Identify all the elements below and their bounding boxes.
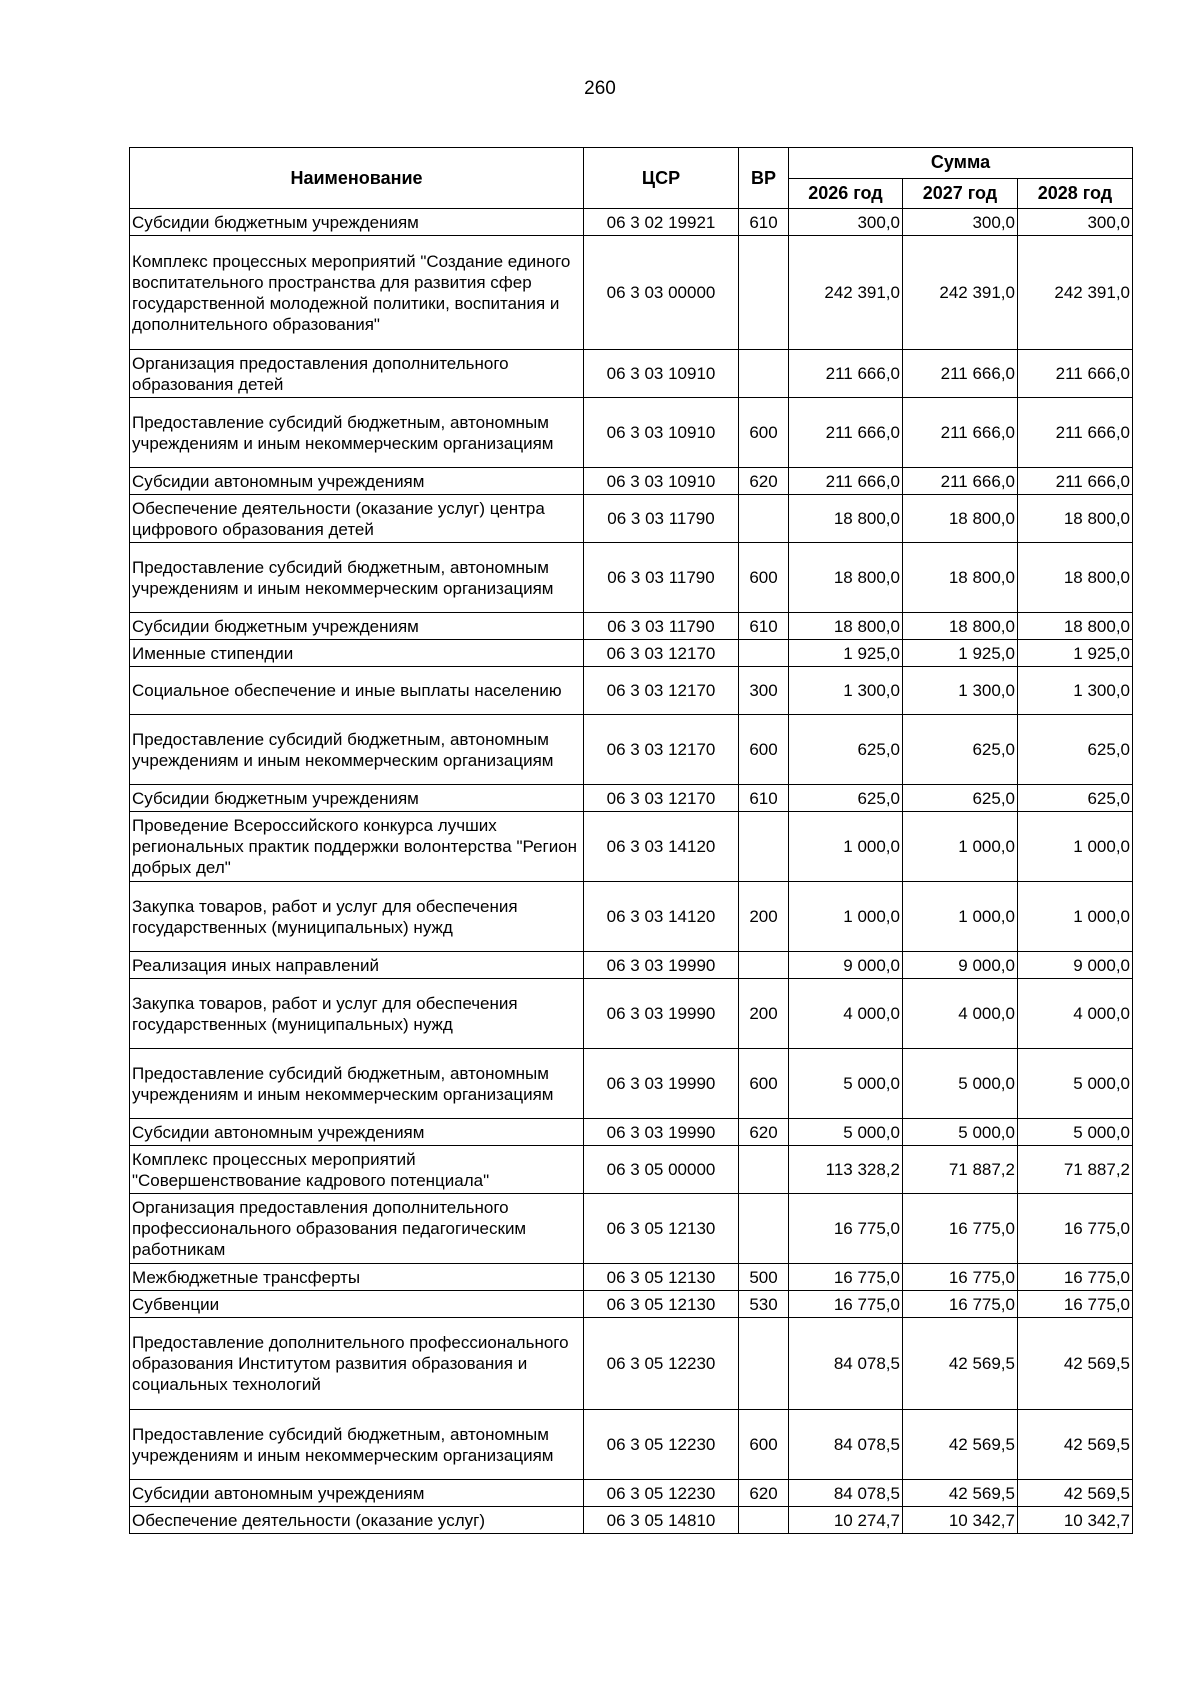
- row-csr: 06 3 03 19990: [584, 1119, 739, 1146]
- row-csr: 06 3 05 12130: [584, 1291, 739, 1318]
- row-csr: 06 3 03 11790: [584, 495, 739, 543]
- row-sum-2028: 1 300,0: [1018, 667, 1133, 715]
- row-name: Субсидии автономным учреждениям: [130, 1480, 584, 1507]
- row-sum-2027: 1 925,0: [903, 640, 1018, 667]
- row-name: Субвенции: [130, 1291, 584, 1318]
- row-name: Межбюджетные трансферты: [130, 1264, 584, 1291]
- table-row: [130, 1480, 1133, 1507]
- row-name: Комплекс процессных мероприятий "Создание единого воспитательного пространства для развития сфер государственной молодежной политики, воспитания и дополнительного образования": [130, 236, 584, 350]
- row-name: Комплекс процессных мероприятий "Совершенствование кадрового потенциала": [130, 1146, 584, 1194]
- table-row: [130, 398, 1133, 468]
- row-vr: 500: [739, 1264, 789, 1291]
- row-csr: 06 3 03 14120: [584, 882, 739, 952]
- table-row: [130, 1049, 1133, 1119]
- table-row: [130, 1410, 1133, 1480]
- row-csr: 06 3 03 12170: [584, 715, 739, 785]
- row-name: Обеспечение деятельности (оказание услуг) центра цифрового образования детей: [130, 495, 584, 543]
- row-csr: 06 3 03 00000: [584, 236, 739, 350]
- row-name: Предоставление дополнительного профессионального образования Институтом развития образования и социальных технологий: [130, 1318, 584, 1410]
- row-sum-2028: 211 666,0: [1018, 468, 1133, 495]
- row-csr: 06 3 03 14120: [584, 812, 739, 882]
- row-name: Предоставление субсидий бюджетным, автономным учреждениям и иным некоммерческим организациям: [130, 1049, 584, 1119]
- row-sum-2027: 16 775,0: [903, 1194, 1018, 1264]
- budget-table: [129, 147, 1133, 1534]
- row-vr: 620: [739, 1119, 789, 1146]
- table-row: [130, 236, 1133, 350]
- table-row: [130, 1194, 1133, 1264]
- page-number: 260: [584, 78, 616, 99]
- row-csr: 06 3 02 19921: [584, 209, 739, 236]
- row-sum-2027: 10 342,7: [903, 1507, 1018, 1534]
- row-vr: [739, 1146, 789, 1194]
- row-name: Предоставление субсидий бюджетным, автономным учреждениям и иным некоммерческим организациям: [130, 543, 584, 613]
- row-sum-2028: 42 569,5: [1018, 1480, 1133, 1507]
- row-sum-2026: 1 300,0: [789, 667, 903, 715]
- row-vr: 200: [739, 979, 789, 1049]
- row-sum-2027: 1 000,0: [903, 882, 1018, 952]
- row-sum-2027: 242 391,0: [903, 236, 1018, 350]
- row-sum-2028: 242 391,0: [1018, 236, 1133, 350]
- table-row: [130, 1146, 1133, 1194]
- row-name: Обеспечение деятельности (оказание услуг): [130, 1507, 584, 1534]
- table-row: [130, 785, 1133, 812]
- row-sum-2026: 1 000,0: [789, 812, 903, 882]
- row-vr: 610: [739, 785, 789, 812]
- table-row: [130, 715, 1133, 785]
- table-row: [130, 543, 1133, 613]
- row-sum-2026: 5 000,0: [789, 1049, 903, 1119]
- row-sum-2026: 18 800,0: [789, 495, 903, 543]
- row-sum-2028: 16 775,0: [1018, 1194, 1133, 1264]
- row-sum-2028: 1 000,0: [1018, 812, 1133, 882]
- header-csr: ЦСР: [584, 148, 739, 209]
- row-sum-2027: 5 000,0: [903, 1119, 1018, 1146]
- row-csr: 06 3 03 11790: [584, 613, 739, 640]
- row-csr: 06 3 03 10910: [584, 398, 739, 468]
- header-vr: ВР: [739, 148, 789, 209]
- row-sum-2028: 625,0: [1018, 715, 1133, 785]
- row-name: Закупка товаров, работ и услуг для обеспечения государственных (муниципальных) нужд: [130, 882, 584, 952]
- row-sum-2026: 18 800,0: [789, 613, 903, 640]
- row-csr: 06 3 03 19990: [584, 1049, 739, 1119]
- row-csr: 06 3 03 12170: [584, 667, 739, 715]
- row-vr: [739, 1194, 789, 1264]
- header-year-2027: 2027 год: [903, 178, 1018, 209]
- row-sum-2026: 9 000,0: [789, 952, 903, 979]
- row-sum-2028: 1 925,0: [1018, 640, 1133, 667]
- row-csr: 06 3 03 10910: [584, 468, 739, 495]
- table-body: [130, 209, 1133, 1534]
- row-vr: [739, 812, 789, 882]
- row-vr: 610: [739, 613, 789, 640]
- table-row: [130, 495, 1133, 543]
- table-row: [130, 1119, 1133, 1146]
- row-sum-2026: 242 391,0: [789, 236, 903, 350]
- row-sum-2026: 10 274,7: [789, 1507, 903, 1534]
- row-sum-2026: 300,0: [789, 209, 903, 236]
- row-name: Субсидии бюджетным учреждениям: [130, 613, 584, 640]
- row-sum-2026: 625,0: [789, 785, 903, 812]
- row-csr: 06 3 05 12230: [584, 1318, 739, 1410]
- row-sum-2027: 211 666,0: [903, 398, 1018, 468]
- row-sum-2027: 625,0: [903, 785, 1018, 812]
- row-sum-2027: 16 775,0: [903, 1291, 1018, 1318]
- row-vr: 620: [739, 1480, 789, 1507]
- row-name: Проведение Всероссийского конкурса лучших региональных практик поддержки волонтерства "Регион добрых дел": [130, 812, 584, 882]
- row-sum-2028: 211 666,0: [1018, 398, 1133, 468]
- row-sum-2027: 18 800,0: [903, 495, 1018, 543]
- row-sum-2026: 84 078,5: [789, 1410, 903, 1480]
- row-vr: 300: [739, 667, 789, 715]
- table-row: [130, 613, 1133, 640]
- row-sum-2028: 9 000,0: [1018, 952, 1133, 979]
- row-sum-2028: 4 000,0: [1018, 979, 1133, 1049]
- row-sum-2026: 84 078,5: [789, 1318, 903, 1410]
- row-sum-2028: 10 342,7: [1018, 1507, 1133, 1534]
- row-csr: 06 3 03 12170: [584, 785, 739, 812]
- table-row: [130, 979, 1133, 1049]
- row-vr: [739, 952, 789, 979]
- row-sum-2028: 5 000,0: [1018, 1049, 1133, 1119]
- row-sum-2027: 1 300,0: [903, 667, 1018, 715]
- table-row: [130, 209, 1133, 236]
- row-sum-2028: 16 775,0: [1018, 1291, 1133, 1318]
- row-name: Предоставление субсидий бюджетным, автономным учреждениям и иным некоммерческим организациям: [130, 1410, 584, 1480]
- row-vr: 620: [739, 468, 789, 495]
- row-sum-2026: 84 078,5: [789, 1480, 903, 1507]
- row-vr: 600: [739, 1410, 789, 1480]
- row-vr: [739, 1507, 789, 1534]
- table-row: [130, 640, 1133, 667]
- row-csr: 06 3 05 00000: [584, 1146, 739, 1194]
- table-row: [130, 1507, 1133, 1534]
- row-sum-2026: 113 328,2: [789, 1146, 903, 1194]
- row-name: Субсидии автономным учреждениям: [130, 468, 584, 495]
- row-sum-2028: 300,0: [1018, 209, 1133, 236]
- row-vr: 600: [739, 543, 789, 613]
- header-year-2026: 2026 год: [789, 178, 903, 209]
- table-row: [130, 812, 1133, 882]
- row-vr: 200: [739, 882, 789, 952]
- row-sum-2026: 211 666,0: [789, 468, 903, 495]
- header-year-2028: 2028 год: [1018, 178, 1133, 209]
- row-sum-2026: 211 666,0: [789, 398, 903, 468]
- row-sum-2028: 625,0: [1018, 785, 1133, 812]
- row-csr: 06 3 05 12130: [584, 1194, 739, 1264]
- table-header: [130, 148, 1133, 209]
- row-name: Реализация иных направлений: [130, 952, 584, 979]
- row-sum-2027: 42 569,5: [903, 1480, 1018, 1507]
- row-sum-2028: 16 775,0: [1018, 1264, 1133, 1291]
- row-vr: [739, 236, 789, 350]
- row-sum-2027: 16 775,0: [903, 1264, 1018, 1291]
- row-name: Социальное обеспечение и иные выплаты населению: [130, 667, 584, 715]
- row-name: Предоставление субсидий бюджетным, автономным учреждениям и иным некоммерческим организациям: [130, 398, 584, 468]
- row-sum-2028: 18 800,0: [1018, 495, 1133, 543]
- table-row: [130, 1318, 1133, 1410]
- row-sum-2027: 18 800,0: [903, 543, 1018, 613]
- row-sum-2027: 42 569,5: [903, 1318, 1018, 1410]
- row-sum-2027: 42 569,5: [903, 1410, 1018, 1480]
- header-name: Наименование: [130, 148, 584, 209]
- row-sum-2028: 5 000,0: [1018, 1119, 1133, 1146]
- row-sum-2026: 1 925,0: [789, 640, 903, 667]
- table-row: [130, 952, 1133, 979]
- row-sum-2028: 42 569,5: [1018, 1318, 1133, 1410]
- row-name: Предоставление субсидий бюджетным, автономным учреждениям и иным некоммерческим организациям: [130, 715, 584, 785]
- row-sum-2028: 1 000,0: [1018, 882, 1133, 952]
- row-sum-2027: 211 666,0: [903, 350, 1018, 398]
- row-name: Субсидии бюджетным учреждениям: [130, 785, 584, 812]
- row-sum-2028: 211 666,0: [1018, 350, 1133, 398]
- row-vr: 600: [739, 1049, 789, 1119]
- row-sum-2026: 16 775,0: [789, 1264, 903, 1291]
- row-name: Организация предоставления дополнительного профессионального образования педагогическим работникам: [130, 1194, 584, 1264]
- table-row: [130, 1291, 1133, 1318]
- row-name: Организация предоставления дополнительного образования детей: [130, 350, 584, 398]
- row-csr: 06 3 03 19990: [584, 979, 739, 1049]
- row-sum-2027: 211 666,0: [903, 468, 1018, 495]
- header-sum: Сумма: [789, 148, 1133, 179]
- row-name: Субсидии бюджетным учреждениям: [130, 209, 584, 236]
- row-csr: 06 3 03 11790: [584, 543, 739, 613]
- row-csr: 06 3 05 12130: [584, 1264, 739, 1291]
- row-sum-2027: 4 000,0: [903, 979, 1018, 1049]
- row-csr: 06 3 05 12230: [584, 1480, 739, 1507]
- row-csr: 06 3 05 12230: [584, 1410, 739, 1480]
- row-vr: [739, 495, 789, 543]
- row-csr: 06 3 05 14810: [584, 1507, 739, 1534]
- row-sum-2026: 1 000,0: [789, 882, 903, 952]
- row-sum-2027: 300,0: [903, 209, 1018, 236]
- row-sum-2027: 18 800,0: [903, 613, 1018, 640]
- row-sum-2027: 9 000,0: [903, 952, 1018, 979]
- table-row: [130, 882, 1133, 952]
- row-name: Закупка товаров, работ и услуг для обеспечения государственных (муниципальных) нужд: [130, 979, 584, 1049]
- row-sum-2026: 4 000,0: [789, 979, 903, 1049]
- row-sum-2028: 71 887,2: [1018, 1146, 1133, 1194]
- row-vr: 600: [739, 398, 789, 468]
- row-sum-2026: 5 000,0: [789, 1119, 903, 1146]
- row-csr: 06 3 03 19990: [584, 952, 739, 979]
- table-row: [130, 350, 1133, 398]
- row-sum-2026: 16 775,0: [789, 1291, 903, 1318]
- row-sum-2026: 211 666,0: [789, 350, 903, 398]
- row-sum-2027: 1 000,0: [903, 812, 1018, 882]
- row-sum-2028: 18 800,0: [1018, 543, 1133, 613]
- row-sum-2026: 625,0: [789, 715, 903, 785]
- row-sum-2026: 18 800,0: [789, 543, 903, 613]
- row-sum-2027: 5 000,0: [903, 1049, 1018, 1119]
- row-name: Именные стипендии: [130, 640, 584, 667]
- row-vr: 610: [739, 209, 789, 236]
- row-vr: [739, 1318, 789, 1410]
- table-row: [130, 1264, 1133, 1291]
- row-vr: 530: [739, 1291, 789, 1318]
- row-csr: 06 3 03 12170: [584, 640, 739, 667]
- row-vr: 600: [739, 715, 789, 785]
- row-sum-2028: 18 800,0: [1018, 613, 1133, 640]
- table-row: [130, 468, 1133, 495]
- row-sum-2028: 42 569,5: [1018, 1410, 1133, 1480]
- row-vr: [739, 350, 789, 398]
- table-row: [130, 667, 1133, 715]
- row-sum-2027: 625,0: [903, 715, 1018, 785]
- row-vr: [739, 640, 789, 667]
- row-csr: 06 3 03 10910: [584, 350, 739, 398]
- row-name: Субсидии автономным учреждениям: [130, 1119, 584, 1146]
- row-sum-2027: 71 887,2: [903, 1146, 1018, 1194]
- row-sum-2026: 16 775,0: [789, 1194, 903, 1264]
